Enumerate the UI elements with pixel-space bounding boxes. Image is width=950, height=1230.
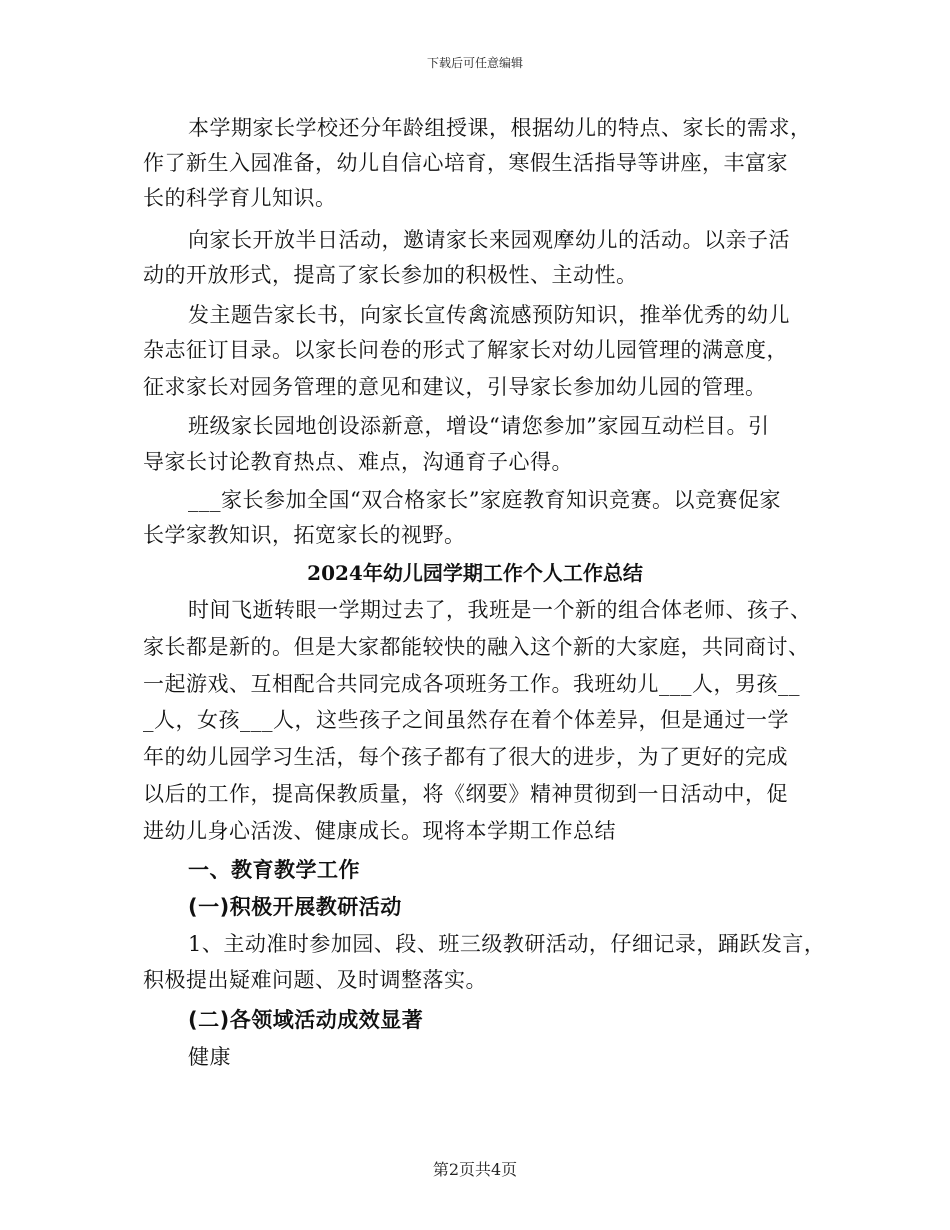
paragraph-line: 作了新生入园准备，幼儿自信心培育，寒假生活指导等讲座，丰富家 (143, 151, 788, 175)
paragraph-line: 发主题告家长书，向家长宣传禽流感预防知识，推举优秀的幼儿 (188, 303, 790, 327)
summary-line: _人，女孩___人，这些孩子之间虽然存在着个体差异，但是通过一学 (143, 708, 789, 732)
paragraph-line: 班级家长园地创设添新意，增设“请您参加”家园互动栏目。引 (188, 414, 770, 438)
paragraph-line: 长学家教知识，拓宽家长的视野。 (143, 523, 466, 547)
page-header-note: 下载后可任意编辑 (426, 56, 523, 70)
paragraph-line: 杂志征订目录。以家长问卷的形式了解家长对幼儿园管理的满意度， (143, 338, 788, 362)
item-line: 1、主动准时参加园、段、班三级教研活动，仔细记录，踊跃发言， (188, 932, 826, 956)
heading-research: (一)积极开展教研活动 (188, 895, 402, 919)
paragraph-line: 导家长讨论教育热点、难点，沟通育子心得。 (143, 450, 573, 474)
summary-line: 一起游戏、互相配合共同完成各项班务工作。我班幼儿___人，男孩__ (143, 672, 800, 696)
section-title: 2024年幼儿园学期工作个人工作总结 (307, 561, 643, 585)
last-line: 健康 (188, 1045, 231, 1069)
summary-line: 家长都是新的。但是大家都能较快的融入这个新的大家庭，共同商讨、 (143, 635, 810, 659)
summary-line: 时间飞逝转眼一学期过去了，我班是一个新的组合体老师、孩子、 (188, 598, 812, 622)
paragraph-line: 向家长开放半日活动，邀请家长来园观摩幼儿的活动。以亲子活 (188, 228, 790, 252)
page-number: 第2页共4页 (432, 1160, 518, 1179)
paragraph-line: 动的开放形式，提高了家长参加的积极性、主动性。 (143, 263, 638, 287)
item-line: 积极提出疑难问题、及时调整落实。 (143, 968, 487, 992)
summary-line: 年的幼儿园学习生活，每个孩子都有了很大的进步，为了更好的完成 (143, 745, 788, 769)
paragraph-line: 本学期家长学校还分年龄组授课，根据幼儿的特点、家长的需求， (188, 116, 812, 140)
summary-line: 进幼儿身心活泼、健康成长。现将本学期工作总结 (143, 819, 616, 843)
heading-domains: (二)各领域活动成效显著 (188, 1008, 424, 1032)
heading-education: 一、教育教学工作 (188, 858, 360, 882)
summary-line: 以后的工作，提高保教质量，将《纲要》精神贯彻到一日活动中，促 (143, 782, 788, 806)
paragraph-line: ___家长参加全国“双合格家长”家庭教育知识竞赛。以竞赛促家 (188, 488, 781, 512)
paragraph-line: 长的科学育儿知识。 (143, 186, 337, 210)
paragraph-line: 征求家长对园务管理的意见和建议，引导家长参加幼儿园的管理。 (143, 375, 767, 399)
